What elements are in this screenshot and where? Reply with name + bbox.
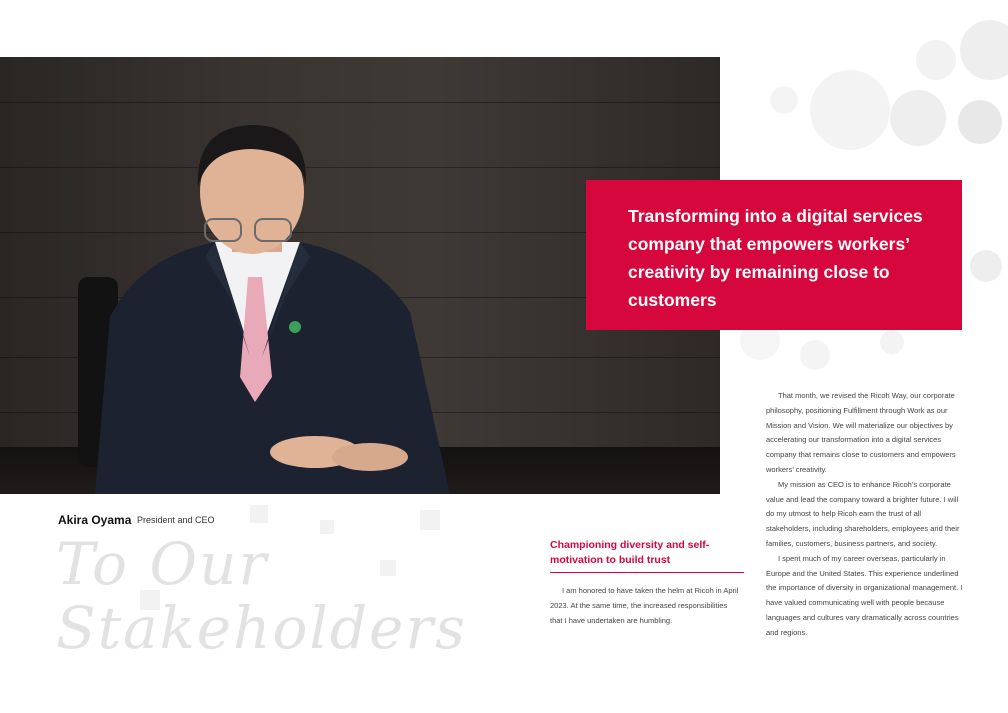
body-paragraph: That month, we revised the Ricoh Way, our corporate philosophy, positioning Fulfillment through Work as our Mission and Vision. We will materialize our objectives by accelerating our transformation into a digital services company that remains close to customers and empowers workers’ creativity.: [766, 391, 956, 474]
headline-box: [586, 180, 962, 330]
headline: Transforming into a digital services company that empowers workers’ creativity by remaining close to customers: [628, 206, 923, 310]
body-paragraph: My mission as CEO is to enhance Ricoh’s corporate value and lead the company toward a brighter future. I will do my utmost to help Ricoh earn the trust of all stakeholders, including shareholders, employees and their families, customers, business partners, and society.: [766, 479, 960, 548]
heading-divider: [550, 572, 744, 573]
ceo-name: Akira Oyama: [58, 513, 132, 527]
intro-paragraph: I am honored to have taken the helm at Ricoh in April 2023. At the same time, the increased responsibilities that I have undertaken are humbling.: [550, 586, 739, 625]
decorative-square: [420, 510, 440, 530]
right-column: [766, 389, 966, 641]
ceo-title: President and CEO: [137, 515, 215, 525]
decorative-square: [250, 505, 268, 523]
body-paragraph: I spent much of my career overseas, particularly in Europe and the United States. This experience underlined the importance of diversity in organizational management. I have valued communicating well with people because languages and cultures vary dramatically across countries and regions.: [766, 553, 963, 637]
section-heading: Championing diversity and self-motivation to build trust: [550, 539, 710, 566]
section-title-watermark: To Our Stakeholders: [56, 530, 467, 662]
